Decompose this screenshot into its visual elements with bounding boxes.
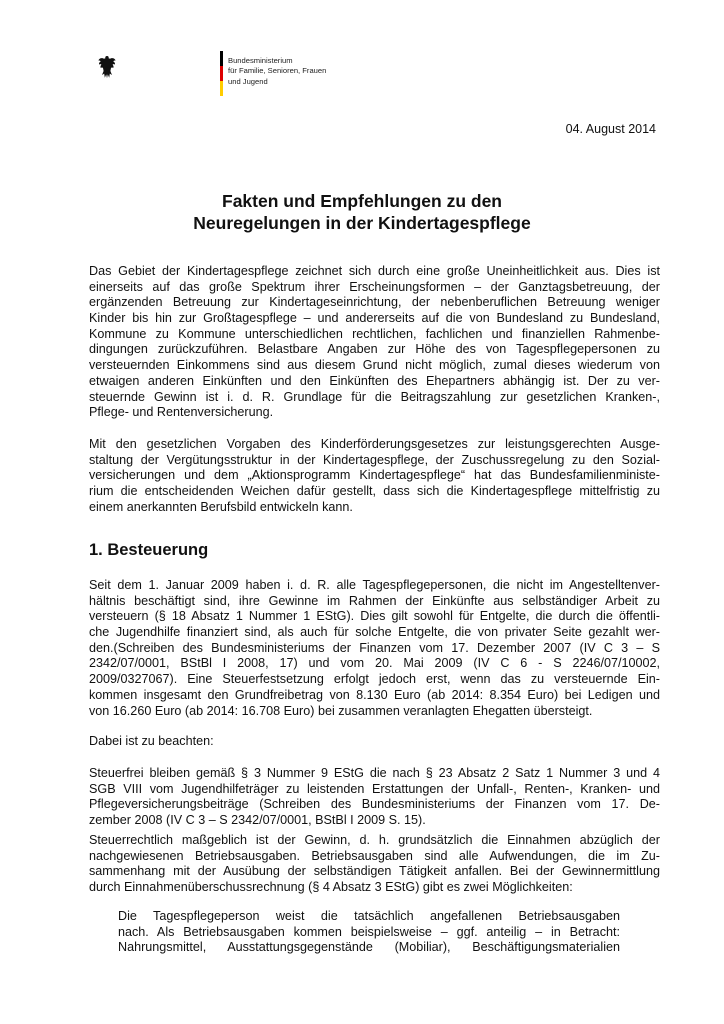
document-title-line: Fakten und Empfehlungen zu den bbox=[222, 191, 502, 211]
text-line: einerseits auf das große Spektrum ihrer Erscheinungsformen – der Ganztagsbetreuung, der bbox=[89, 279, 660, 294]
text-line: rium die entscheidenden Weichen dafür gestellt, dass sich die Kindertagespflege mittelfristig zu bbox=[89, 484, 660, 499]
document-title-line: Neuregelungen in der Kindertagespflege bbox=[193, 213, 531, 233]
taxation-paragraph bbox=[89, 578, 660, 719]
tax-exemption-paragraph bbox=[89, 766, 660, 829]
text-line: versteuern (§ 18 Absatz 1 Nummer 1 EStG). Dies gilt sowohl für Entgelte, die durch die öffentli- bbox=[89, 609, 660, 624]
text-line: staltung der Vergütungsstruktur in der Kindertagespflege, der Zuschussregelung zu den Sozial- bbox=[89, 452, 660, 467]
profit-determination-paragraph bbox=[89, 833, 660, 896]
flag-gold-stripe bbox=[220, 81, 223, 96]
text-line: einem anerkannten Berufsbild entwickeln kann. bbox=[89, 499, 353, 514]
ministry-name-line: Bundesministerium bbox=[228, 56, 293, 65]
expenses-indented-paragraph bbox=[118, 909, 620, 956]
text-line: 2009/0327067). Eine Steuerfestsetzung erfolgt jedoch erst, wenn das zu versteuernde Ein- bbox=[89, 672, 660, 687]
ministry-name bbox=[228, 56, 326, 87]
text-line: von 16.260 Euro (ab 2014: 16.708 Euro) bei zusammen veranlagten Ehegatten übersteigt. bbox=[89, 703, 593, 718]
ministry-name-line: für Familie, Senioren, Frauen bbox=[228, 66, 327, 76]
flag-black-stripe bbox=[220, 51, 223, 66]
document-title bbox=[0, 190, 724, 234]
text-line: Pflege- und Rentenversicherung. bbox=[89, 405, 274, 420]
text-line: versicherungen und dem „Aktionsprogramm Kindertagespflege“ hat das Bundesfamilienministe- bbox=[89, 468, 660, 483]
text-line: Steuerfrei bleiben gemäß § 3 Nummer 9 EStG die nach § 23 Absatz 2 Satz 1 Nummer 3 und 4 bbox=[89, 766, 660, 780]
text-line: Das Gebiet der Kindertagespflege zeichnet sich durch eine große Uneinheitlichkeit aus. Dies ist bbox=[89, 264, 660, 278]
text-line: sammenhang mit der Ausübung der selbständigen Tätigkeit anfallen. Bei der Gewinnermittlung bbox=[89, 864, 660, 879]
text-line: hältnis beschäftigt sind, ihre Gewinne im Rahmen der Einkünfte aus selbständiger Arbeit zu bbox=[89, 593, 660, 608]
text-line: durch Einnahmenüberschussrechnung (§ 4 Absatz 3 EStG) gibt es zwei Möglichkeiten: bbox=[89, 880, 573, 895]
text-line: ergänzenden Betreuung zur Kindertageseinrichtung, der nebenberuflichen Betreuung weniger bbox=[89, 295, 660, 310]
text-line: Kommune zu Kommune unterschiedlichen rechtlichen, fachlichen und finanziellen Rahmenbe- bbox=[89, 326, 660, 341]
text-line: den.(Schreiben des Bundesministeriums der Finanzen vom 17. Dezember 2007 (IV C 3 – S bbox=[89, 640, 660, 655]
text-line: versteuernden Einkommens sind aus diesem Grund nicht möglich, zumal dieses wiederum von bbox=[89, 358, 660, 373]
text-line: SGB VIII vom Jugendhilfeträger zu leistenden Erstattungen der Unfall-, Renten-, Kranken- und bbox=[89, 781, 660, 796]
section-heading: 1. Besteuerung bbox=[89, 541, 209, 559]
text-line: nachgewiesenen Betriebsausgaben. Betriebsausgaben sind alle Aufwendungen, die im Zu- bbox=[89, 848, 660, 863]
flag-red-stripe bbox=[220, 66, 223, 81]
text-line: kommen insgesamt den Grundfreibetrag von 8.130 Euro (ab 2014: 8.354 Euro) bei Ledigen und bbox=[89, 687, 660, 702]
intro-paragraph-1 bbox=[89, 264, 660, 421]
text-line: Pflegeversicherungsbeiträge (Schreiben des Bundesministeriums der Finanzen vom 17. De- bbox=[89, 797, 660, 812]
document-date: 04. August 2014 bbox=[565, 122, 656, 136]
text-line: Kinder bis hin zur Großtagespflege – und andererseits auf die von Bundesland zu Bundesland, bbox=[89, 311, 660, 326]
text-line: dingungen zurückzuführen. Belastbare Angaben zur Höhe des von Tagespflegepersonen zu bbox=[89, 342, 660, 357]
text-line: che Jugendhilfe finanziert sind, als auch für solche Entgelte, die von privater Seite gezahlt wer- bbox=[89, 625, 660, 640]
text-line: zember 2008 (IV C 3 – S 2342/07/0001, BStBl I 2009 S. 15). bbox=[89, 813, 426, 828]
flag-stripe bbox=[220, 51, 223, 96]
intro-paragraph-2 bbox=[89, 437, 660, 515]
federal-eagle-icon bbox=[98, 55, 116, 79]
text-line: nach. Als Betriebsausgaben kommen beispielsweise – ggf. anteilig – in Betracht: bbox=[118, 924, 620, 939]
text-line: Seit dem 1. Januar 2009 haben i. d. R. alle Tagespflegepersonen, die nicht im Angestelltenver- bbox=[89, 578, 660, 592]
text-line: etwaigen anderen Einkünften und den Einkünften des Ehepartners abhängig ist. Der zu ver- bbox=[89, 373, 660, 388]
taxation-note: Dabei ist zu beachten: bbox=[89, 734, 214, 748]
text-line: Nahrungsmittel, Ausstattungsgegenstände (Mobiliar), Beschäftigungsmaterialien bbox=[118, 940, 620, 955]
text-line: Steuerrechtlich maßgeblich ist der Gewinn, d. h. grundsätzlich die Einnahmen abzüglich der bbox=[89, 833, 660, 847]
text-line: 2342/07/0001, BStBl I 2008, 17) und vom 20. Mai 2009 (IV C 6 - S 2246/07/10002, bbox=[89, 656, 660, 671]
text-line: Die Tagespflegeperson weist die tatsächlich angefallenen Betriebsausgaben bbox=[118, 909, 620, 923]
ministry-name-line: und Jugend bbox=[228, 76, 268, 86]
text-line: Mit den gesetzlichen Vorgaben des Kinderförderungsgesetzes zur leistungsgerechten Ausge- bbox=[89, 437, 660, 451]
text-line: steuernde Gewinn ist i. d. R. Grundlage für die Beitragszahlung zur gesetzlichen Kranken-, bbox=[89, 389, 660, 404]
